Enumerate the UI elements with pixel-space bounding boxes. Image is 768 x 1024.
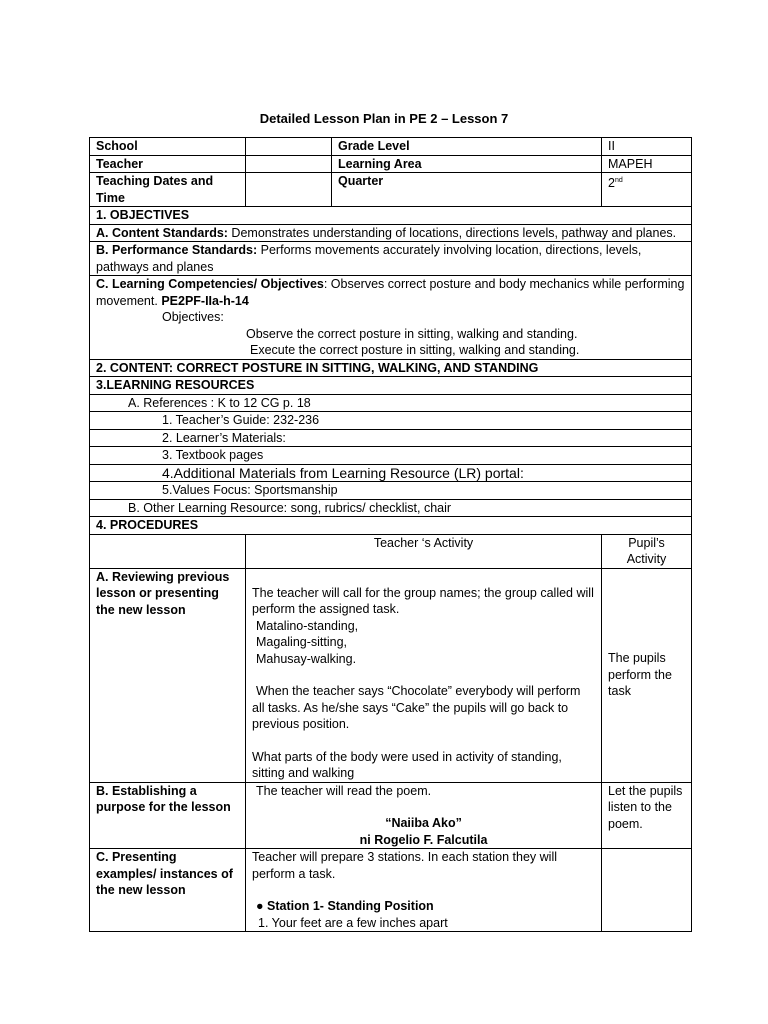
procedure-a-label: A. Reviewing previous lesson or presenting the new lesson — [90, 568, 246, 782]
spacer — [252, 733, 595, 749]
procedure-a-text: The teacher will call for the group names; the group called will perform the assigned task. — [252, 585, 594, 616]
objective-item: Observe the correct posture in sitting, walking and standing. — [246, 326, 578, 341]
document-title: Detailed Lesson Plan in PE 2 – Lesson 7 — [259, 111, 509, 126]
group-standing: Matalino-standing, — [256, 618, 359, 633]
other-resources-row: B. Other Learning Resource: song, rubrics/ checklist, chair — [90, 499, 692, 517]
spacer — [252, 882, 595, 898]
content-standards — [90, 224, 692, 242]
references-row: A. References : K to 12 CG p. 18 — [90, 394, 692, 412]
spacer — [252, 799, 595, 815]
area-value: MAPEH — [602, 155, 692, 173]
procedure-c-label: C. Presenting examples/ instances of the new lesson — [90, 849, 246, 932]
competencies-text: : Observes correct posture and body mechanics while performing movement. — [96, 277, 685, 308]
teachers-guide-row: 1. Teacher’s Guide: 232-236 — [90, 412, 692, 430]
spacer — [252, 667, 595, 683]
learning-competencies — [90, 276, 692, 360]
lesson-plan-table — [89, 137, 692, 932]
competency-code: PE2PF-IIa-h-14 — [161, 293, 249, 308]
procedure-b-pupil: Let the pupils listen to the poem. — [602, 782, 692, 849]
procedures-header-blank — [90, 534, 246, 568]
group-sitting: Magaling-sitting, — [256, 635, 348, 649]
content-heading: 2. CONTENT: CORRECT POSTURE IN SITTING, WALKING, AND STANDING — [90, 359, 692, 377]
area-label: Learning Area — [332, 155, 602, 173]
quarter-label: Quarter — [332, 173, 602, 207]
quarter-value — [602, 173, 692, 207]
dates-value — [246, 173, 332, 207]
procedure-a-instruction: When the teacher says “Chocolate” everybody will perform all tasks. As he/she says “Cake” the pupils will go back to previous position. — [252, 684, 581, 731]
content-standards-text: Demonstrates understanding of locations, directions levels, pathway and planes. — [227, 225, 677, 240]
pupil-activity-header: Pupil’s Activity — [602, 534, 692, 568]
station-1-heading: ● Station 1- Standing Position — [256, 899, 434, 913]
quarter-number: 2 — [608, 176, 615, 191]
station-1-step: 1. Your feet are a few inches apart — [258, 915, 448, 930]
performance-standards-text: Performs movements accurately involving location, directions, levels, pathways and planes — [96, 243, 642, 274]
dates-label: Teaching Dates and Time — [90, 173, 246, 207]
spacer — [252, 569, 595, 585]
objective-item: Execute the correct posture in sitting, walking and standing. — [250, 343, 580, 357]
teacher-activity-header: Teacher ‘s Activity — [246, 534, 602, 568]
procedure-a-pupil: The pupils perform the task — [602, 568, 692, 782]
procedure-c-pupil — [602, 849, 692, 932]
poem-title: “Naiiba Ako” — [385, 816, 462, 830]
competencies-label: C. Learning Competencies/ Objectives — [96, 277, 324, 291]
performance-standards-label: B. Performance Standards: — [96, 243, 258, 257]
values-focus-row: 5.Values Focus: Sportsmanship — [90, 482, 692, 500]
performance-standards — [90, 242, 692, 276]
procedure-c-teacher — [246, 849, 602, 932]
content-standards-label: A. Content Standards: — [96, 225, 228, 240]
procedure-b-text: The teacher will read the poem. — [256, 783, 432, 798]
objectives-label: Objectives: — [162, 310, 224, 324]
poem-author: ni Rogelio F. Falcutila — [359, 832, 488, 847]
procedure-a-teacher — [246, 568, 602, 782]
grade-label: Grade Level — [332, 138, 602, 156]
grade-value: II — [602, 138, 692, 156]
teacher-label: Teacher — [90, 155, 246, 173]
quarter-suffix: nd — [614, 177, 623, 184]
group-walking: Mahusay-walking. — [256, 651, 357, 666]
resources-heading: 3.LEARNING RESOURCES — [90, 377, 692, 395]
procedure-b-label: B. Establishing a purpose for the lesson — [90, 782, 246, 849]
school-label: School — [90, 138, 246, 156]
teacher-value — [246, 155, 332, 173]
procedure-a-question: What parts of the body were used in activity of standing, sitting and walking — [252, 749, 562, 780]
objectives-heading: 1. OBJECTIVES — [90, 207, 692, 225]
procedure-c-text: Teacher will prepare 3 stations. In each station they will perform a task. — [252, 850, 558, 881]
school-value — [246, 138, 332, 156]
textbook-pages-row: 3. Textbook pages — [90, 447, 692, 465]
procedure-b-teacher — [246, 782, 602, 849]
learners-materials-row: 2. Learner’s Materials: — [90, 429, 692, 447]
procedures-heading: 4. PROCEDURES — [90, 517, 692, 535]
additional-materials-row: 4.Additional Materials from Learning Resource (LR) portal: — [90, 464, 692, 482]
